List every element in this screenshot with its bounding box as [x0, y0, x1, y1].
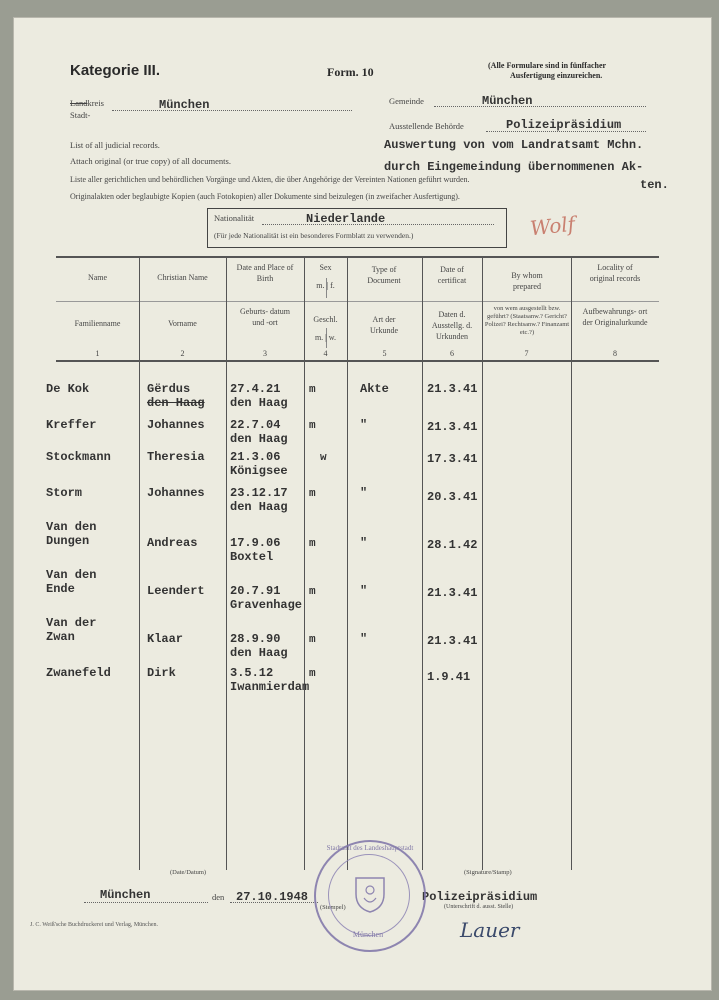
- col-number-1: 1: [95, 349, 100, 358]
- footer-place-underline: [84, 902, 208, 903]
- row-name: De Kok: [46, 382, 90, 396]
- stadt-label: Stadt-: [70, 110, 91, 120]
- row-name: Kreffer: [46, 418, 97, 432]
- row-sex: m: [309, 488, 316, 500]
- row-first-name: Klaar: [147, 632, 184, 646]
- row-sex: m: [309, 586, 316, 598]
- stamp-top-text: Stadtamt des Landeshauptstadt: [326, 844, 414, 852]
- instruction-2: Attach original (or true copy) of all documents.: [70, 156, 231, 166]
- row-cert-date: 20.3.41: [427, 490, 478, 504]
- auswertung-line-1: Auswertung von vom Landratsamt Mchn.: [384, 138, 644, 152]
- row-sex: m: [309, 538, 316, 550]
- col-number-8: 8: [613, 349, 617, 358]
- row-birth-date: 27.4.21: [230, 382, 281, 396]
- form-number: Form. 10: [327, 65, 374, 79]
- date-label: (Date/Datum): [170, 869, 207, 876]
- row-cert-date: 21.3.41: [427, 420, 478, 434]
- row-birth-date: 17.9.06: [230, 536, 281, 550]
- row-sex: m: [309, 668, 316, 680]
- gemeinde-label: Gemeinde: [389, 96, 424, 106]
- row-birth-place: Iwanmierdam: [230, 680, 310, 694]
- col-header-locality-de: Aufbewahrungs- ort der Originalurkunde: [582, 307, 648, 327]
- col-header-locality: Locality of original records: [589, 263, 641, 283]
- table-header-bottom: [56, 360, 659, 362]
- col-header-sex-sub: m. | f.: [316, 281, 335, 290]
- col-header-first-name: Christian Name: [157, 273, 208, 282]
- col-number-3: 3: [263, 349, 267, 358]
- row-name: Storm: [46, 486, 83, 500]
- stamp-label: (Stempel): [320, 904, 346, 911]
- row-cert-date: 21.3.41: [427, 382, 478, 396]
- row-birth-place: den Haag: [230, 500, 288, 514]
- row-first-name: Johannes: [147, 486, 205, 500]
- form-sheet: [14, 18, 711, 990]
- row-birth-date: 28.9.90: [230, 632, 281, 646]
- row-birth-place: Königsee: [230, 464, 288, 478]
- row-name-line-2: Zwan: [46, 630, 75, 644]
- row-birth-place: den Haag: [230, 396, 288, 410]
- row-first-name: Leendert: [147, 584, 205, 598]
- auswertung-line-3: ten.: [640, 178, 669, 192]
- col-number-5: 5: [382, 349, 387, 358]
- col-number-4: 4: [323, 349, 328, 358]
- table-mid-rule: [56, 301, 659, 302]
- row-cert-date: 17.3.41: [427, 452, 478, 466]
- row-doc-type: ": [360, 584, 368, 598]
- handwritten-signature: Lauer: [460, 918, 520, 942]
- auswertung-line-2: durch Eingemeindung übernommenen Ak-: [384, 160, 644, 174]
- row-first-name: Gërdus: [147, 382, 191, 396]
- col-number-2: 2: [180, 349, 185, 358]
- behoerde-value: Polizeipräsidium: [506, 118, 622, 132]
- row-birth-date: 22.7.04: [230, 418, 281, 432]
- row-cert-date: 21.3.41: [427, 634, 478, 648]
- row-birth-place: Gravenhage: [230, 598, 303, 612]
- footer-place: München: [100, 888, 151, 902]
- stamp-bottom-text: München: [352, 930, 384, 939]
- row-birth-date: 23.12.17: [230, 486, 288, 500]
- col-header-prepared-de: von wem ausgestellt bzw. geführt? (Staatsanw.? Gericht? Polizei? Rechtsanw.? Finanzamt etc.?): [484, 305, 570, 336]
- footer-date: 27.10.1948: [236, 890, 309, 904]
- col-header-cert-date: Date of certificat: [437, 265, 467, 285]
- official-stamp: [314, 840, 426, 952]
- signature-label: (Signature/Stamp): [464, 869, 512, 876]
- row-name-line-2: Ende: [46, 582, 75, 596]
- col-header-doc-type-de: Art der Urkunde: [370, 315, 398, 335]
- col-header-name: Name: [87, 273, 108, 282]
- col-header-doc-type: Type of Document: [367, 265, 401, 285]
- row-name-line-2: Dungen: [46, 534, 90, 548]
- kreis-label: [70, 98, 104, 108]
- col-number-7: 7: [524, 349, 529, 358]
- copies-note-1: (Alle Formulare sind in fünffacher: [488, 61, 607, 70]
- row-birth-date: 3.5.12: [230, 666, 274, 680]
- col-number-6: 6: [450, 349, 454, 358]
- nationality-value: Niederlande: [306, 212, 386, 226]
- row-doc-type: ": [360, 418, 368, 432]
- col-header-cert-date-de: Daten d. Ausstellg. d. Urkunden: [431, 310, 473, 341]
- row-name: Zwanefeld: [46, 666, 111, 680]
- row-sex: m: [309, 420, 316, 432]
- row-name: Stockmann: [46, 450, 111, 464]
- row-name: Van den: [46, 568, 97, 582]
- col-header-birth: Date and Place of Birth: [236, 263, 294, 283]
- kreis-label-text: kreis: [87, 98, 104, 108]
- gemeinde-value: München: [482, 94, 533, 108]
- row-birth-place: den Haag: [230, 432, 288, 446]
- kreis-label-struck: Land: [70, 98, 88, 108]
- row-first-name: Theresia: [147, 450, 205, 464]
- col-header-prepared: By whom prepared: [511, 271, 543, 291]
- signature-sub-label: (Unterschrift d. ausst. Stelle): [444, 904, 514, 910]
- row-cert-date: 21.3.41: [427, 586, 478, 600]
- kreis-value: München: [159, 98, 210, 112]
- row-birth-place: den Haag: [230, 646, 288, 660]
- row-name: Van der: [46, 616, 97, 630]
- category-title: Kategorie III.: [70, 62, 161, 79]
- col-header-sex-de-sub: m. | w.: [314, 333, 337, 342]
- instruction-3: Liste aller gerichtlichen und behördlichen Vorgänge und Akten, die über Angehörige der Vereinten Nationen geführt wurden.: [70, 175, 470, 184]
- col-header-birth-de: Geburts- datum und -ort: [240, 307, 290, 327]
- nationality-note: (Für jede Nationalität ist ein besonderes Formblatt zu verwenden.): [214, 231, 414, 240]
- row-doc-type: ": [360, 486, 368, 500]
- instruction-1: List of all judicial records.: [70, 140, 160, 150]
- table-top-border: [56, 256, 659, 258]
- coat-of-arms-icon: [354, 876, 386, 919]
- behoerde-label: Ausstellende Behörde: [389, 121, 464, 131]
- row-first-name-struck: den Haag: [147, 396, 205, 410]
- col-header-sex-de: Geschl.: [313, 315, 338, 324]
- row-doc-type: ": [360, 632, 368, 646]
- col-header-name-de: Familienname: [74, 319, 121, 328]
- row-sex: w: [320, 452, 327, 464]
- printer-imprint: J. C. Weiß'sche Buchdruckerei und Verlag, München.: [30, 922, 159, 928]
- kreis-underline: [112, 110, 352, 111]
- row-first-name: Dirk: [147, 666, 176, 680]
- row-cert-date: 1.9.41: [427, 670, 471, 684]
- row-birth-place: Boxtel: [230, 550, 274, 564]
- nationality-label: Nationalität: [214, 213, 255, 223]
- footer-den: den: [212, 892, 225, 902]
- col-header-sex: Sex: [319, 263, 332, 272]
- row-doc-type: Akte: [360, 382, 389, 396]
- row-name: Van den: [46, 520, 97, 534]
- copies-note-2: Ausfertigung einzureichen.: [510, 71, 603, 80]
- row-birth-date: 21.3.06: [230, 450, 281, 464]
- handwritten-mark: Wolf: [528, 211, 577, 241]
- instruction-4: Originalakten oder beglaubigte Kopien (auch Fotokopien) aller Dokumente sind beizulegen (in zweifacher Ausfertigung).: [70, 192, 460, 201]
- row-doc-type: ": [360, 536, 368, 550]
- gemeinde-underline: [434, 106, 646, 107]
- col-header-first-name-de: Vorname: [168, 319, 197, 328]
- row-cert-date: 28.1.42: [427, 538, 478, 552]
- row-first-name: Johannes: [147, 418, 205, 432]
- row-sex: m: [309, 384, 316, 396]
- row-sex: m: [309, 634, 316, 646]
- footer-authority: Polizeipräsidium: [422, 890, 538, 904]
- row-first-name: Andreas: [147, 536, 198, 550]
- row-birth-date: 20.7.91: [230, 584, 281, 598]
